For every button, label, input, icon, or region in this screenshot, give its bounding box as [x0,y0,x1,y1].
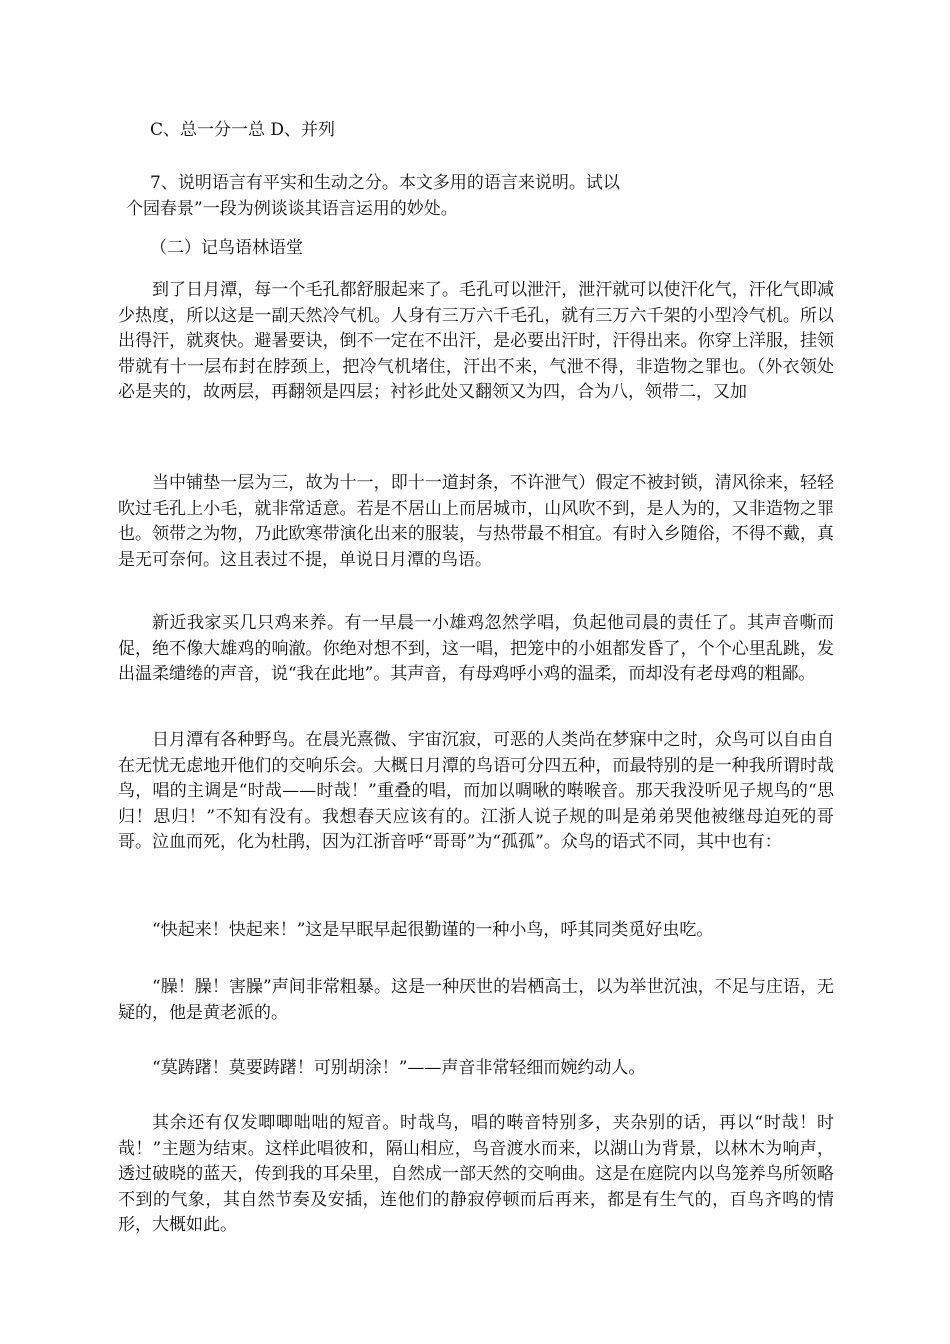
question-6-options [118,118,335,144]
paragraph-8: 其余还有仅发唧唧咄咄的短音。时哉鸟，唱的啭音特别多，夹杂别的话，再以“时哉！时哉！”主题为结束。这样此唱彼和，隔山相应，鸟音渡水而来，以湖山为背景，以林木为响声，透过破晓的蓝天，传到我的耳朵里，自然成一部天然的交响曲。这是在庭院内以鸟笼养鸟所领略不到的气象，其自然节奏及安插，连他们的静寂停顿而后再来，都是有生气的，百鸟齐鸣的情形，大概如此。 [118,1113,834,1236]
paragraph-2: 当中铺垫一层为三，故为十一，即十一道封条，不许泄气）假定不被封锁，清风徐来，轻轻吹过毛孔上小毛，就非常适意。若是不居山上而居城市，山风吹不到，是人为的，又非造物之罪也。领带之为物，乃此欧寒带演化出来的服装，与热带最不相宜。有时入乡随俗，不得不戴，真是无可奈何。这且表过不提，单说日月潭的鸟语。 [118,473,834,570]
question-7-line-1: 7、说明语言有平实和生动之分。本文多用的语言来说明。试以 [150,173,620,193]
options-line: C、总一分一总 D、并列 [150,120,336,140]
paragraph-6: “臊！臊！害臊”声间非常粗暴。这是一种厌世的岩栖高士，以为举世沉浊，不足与庄语，无疑的，他是黄老派的。 [118,977,834,1023]
question-7 [118,171,620,222]
question-7-line-2: 个园春景”一段为例谈谈其语言运用的妙处。 [126,198,458,219]
paragraph-3: 新近我家买几只鸡来养。有一早晨一小雄鸡忽然学唱，负起他司晨的责任了。其声音嘶而促，绝不像大雄鸡的响澈。你绝对想不到，这一唱，把笼中的小姐都发昏了，个个心里乱跳，发出温柔缱绻的声音，说“我在此地”。其声音，有母鸡呼小鸡的温柔，而却没有老母鸡的粗鄙。 [118,613,834,685]
paragraph-4: 日月潭有各种野鸟。在晨光熹微、宇宙沉寂，可恶的人类尚在梦寐中之时，众鸟可以自由自在无忧无虑地开他们的交响乐会。大概日月潭的鸟语可分四五种，而最特别的是一种我所谓时哉鸟，唱的主调是“时哉——时哉！”重叠的唱，而加以啁啾的啭喉音。那天我没听见子规鸟的“思归！思归！”不知有没有。我想春天应该有的。江浙人说子规的叫是弟弟哭他被继母迫死的哥哥。泣血而死，化为杜鹃，因为江浙音呼“哥哥”为“孤孤”。众鸟的语式不同，其中也有： [118,730,834,853]
paragraph-7: “莫踌躇！莫要踌躇！可别胡涂！”——声音非常轻细而婉约动人。 [152,1058,646,1078]
paragraph-1: 到了日月潭，每一个毛孔都舒服起来了。毛孔可以泄汗，泄汗就可以使汗化气，汗化气即减少热度，所以这是一副天然冷气机。人身有三万六千毛孔，就有三万六千架的小型冷气机。所以出得汗，就爽快。避暑要诀，倒不一定在不出汗，是必要出汗时，汗得出来。你穿上洋服，挂领带就有十一层布封在脖颈上，把冷气机堵住，汗出不来，气泄不得，非造物之罪也。（外衣领处必是夹的，故两层，再翻领是四层；衬衫此处又翻领又为四，合为八，领带二，又加 [118,280,834,403]
paragraph-5: “快起来！快起来！”这是早眠早起很勤谨的一种小鸟，呼其同类觅好虫吃。 [152,920,714,940]
section-title: （二）记鸟语林语堂 [150,238,303,258]
